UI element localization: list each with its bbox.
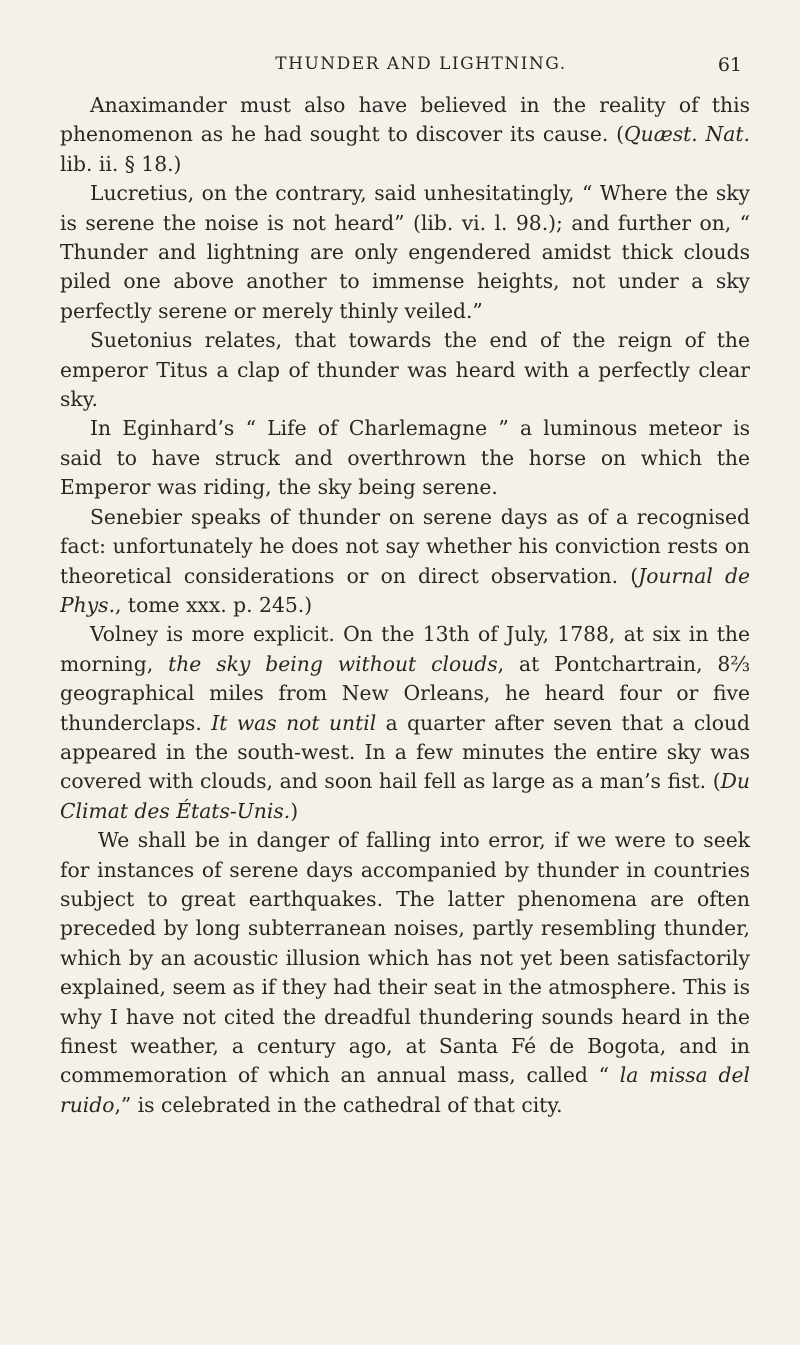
- body-text: [60, 91, 750, 1120]
- citation-italic: Quæst. Nat.: [624, 122, 750, 147]
- text-run: , at Pontchartrain, 8⅔ geographical miles from New Orleans, he heard four or five thunderclaps.: [60, 651, 750, 735]
- paragraph-suetonius: [60, 326, 750, 414]
- emphasis-italic: the sky being without clouds: [168, 651, 498, 676]
- paragraph-anaximander: [60, 91, 750, 179]
- citation-italic: Du Climat des États-Unis.: [60, 769, 750, 823]
- text-run: Anaximander must also have believed in the reality of this phenomenon as he had sought to discover its cause. (: [60, 93, 750, 147]
- text-run: We shall be in danger of falling into error, if we were to seek for instances of serene days accompanied by thunder in countries subject to great earthquakes. The latter phenomena are often preceded by long subterranean noises, partly resembling thunder, which by an acoustic illusion which has not yet been satisfactorily explained, seem as if they had their seat in the atmosphere. This is why I have not cited the dreadful thundering sounds heard in the finest weather, a century ago, at Santa Fé de Bogota, and in commemoration of which an annual mass, called “: [60, 828, 750, 1088]
- running-head: [100, 54, 742, 84]
- page-number: 61: [717, 54, 742, 76]
- emphasis-italic: la missa del ruido: [60, 1063, 750, 1117]
- paragraph-senebier: [60, 503, 750, 621]
- text-run: In Eginhard’s “ Life of Charlemagne ” a luminous meteor is said to have struck and overthrown the horse on which the Emperor was riding, the sky being serene.: [60, 416, 750, 500]
- paragraph-lucretius: [60, 179, 750, 326]
- paragraph-volney: [60, 620, 750, 826]
- text-run: Volney is more explicit. On the 13th of July, 1788, at six in the morning,: [60, 622, 750, 676]
- citation-italic: Journal de Phys.: [60, 563, 750, 617]
- paragraph-eginhard: [60, 414, 750, 502]
- paragraph-earthquakes: [60, 826, 750, 1120]
- text-run: ,” is celebrated in the cathedral of that city.: [114, 1092, 563, 1117]
- emphasis-italic: It was not until: [211, 710, 377, 735]
- text-run: ): [290, 798, 299, 823]
- running-title: THUNDER AND LIGHTNING.: [275, 54, 567, 74]
- text-run: a quarter after seven that a cloud appeared in the south-west. In a few minutes the entire sky was covered with clouds, and soon hail fell as large as a man’s fist. (: [60, 710, 751, 794]
- text-run: lib. ii. § 18.): [60, 151, 182, 176]
- text-run: Suetonius relates, that towards the end of the reign of the emperor Titus a clap of thunder was heard with a perfectly clear sky.: [60, 328, 750, 412]
- text-run: , tome xxx. p. 245.): [115, 592, 313, 617]
- text-run: Senebier speaks of thunder on serene days as of a recognised fact: unfortunately he does not say whether his conviction rests on theoretical considerations or on direct observation. (: [60, 504, 750, 588]
- text-run: Lucretius, on the contrary, said unhesitatingly, “ Where the sky is serene the noise is not heard” (lib. vi. l. 98.); and further on, “ Thunder and lightning are only engendered amidst thick clouds piled one above another to immense heights, not under a sky perfectly serene or merely thinly veiled.”: [60, 181, 750, 323]
